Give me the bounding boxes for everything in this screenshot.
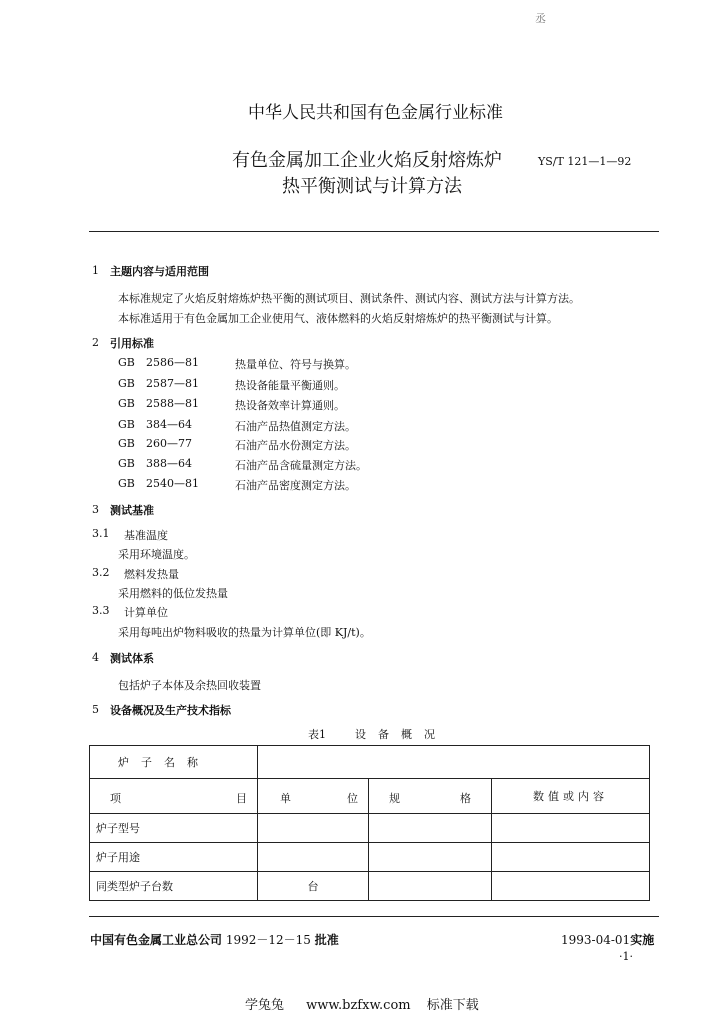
- ref-title: 石油产品密度测定方法。: [235, 479, 356, 492]
- ref-prefix: GB: [118, 477, 135, 490]
- section-2-number: 2: [92, 336, 99, 349]
- row-value-cell: [492, 843, 650, 872]
- section-3-1-heading: 基准温度: [124, 529, 168, 542]
- furnace-name-value-cell: [258, 746, 650, 779]
- ref-prefix: GB: [118, 457, 135, 470]
- furnace-name-label: 炉子名称: [118, 756, 210, 769]
- watermark-site-name: 学兔兔: [245, 998, 285, 1013]
- table-row: [90, 814, 650, 843]
- section-5-number: 5: [92, 703, 99, 716]
- equipment-table: [89, 745, 650, 901]
- page-number: ·1·: [619, 950, 633, 963]
- table-row: [90, 843, 650, 872]
- ref-title: 热设备能量平衡通则。: [235, 379, 345, 392]
- document-title-line1: 有色金属加工企业火焰反射熔炼炉: [232, 150, 502, 171]
- approve-label: 批准: [314, 933, 339, 947]
- ref-code: 2586—81: [146, 356, 199, 369]
- row-spec-cell: [369, 814, 492, 843]
- col-header-spec-left: 规: [389, 792, 400, 805]
- standard-code: YS/T 121—1—92: [538, 155, 632, 168]
- section-3-3-text: 采用每吨出炉物料吸收的热量为计算单位(即 KJ/t)。: [118, 626, 371, 639]
- col-header-value-label: 数值或内容: [533, 790, 608, 803]
- col-header-spec: [369, 779, 492, 814]
- section-3-2-text: 采用燃料的低位发热量: [118, 587, 228, 600]
- section-5-heading: 设备概况及生产技术指标: [110, 704, 231, 717]
- ref-code: 2588—81: [146, 397, 199, 410]
- ref-code: 384—64: [146, 418, 192, 431]
- section-3-2-number: 3.2: [92, 566, 110, 579]
- col-header-unit-left: 单: [280, 792, 291, 805]
- table-row: [90, 872, 650, 901]
- watermark-tagline: 标准下载: [426, 998, 479, 1013]
- section-3-3-heading: 计算单位: [124, 606, 168, 619]
- footer-effective: [561, 931, 654, 948]
- row-value-cell: [492, 872, 650, 901]
- issuer: 中国有色金属工业总公司: [90, 933, 223, 947]
- ref-code: 2540—81: [146, 477, 199, 490]
- col-header-unit-right: 位: [347, 792, 358, 805]
- furnace-name-label-cell: [90, 746, 258, 779]
- col-header-item-right: 目: [236, 792, 247, 805]
- section-4-number: 4: [92, 651, 99, 664]
- ref-code: 2587—81: [146, 377, 199, 390]
- ref-title: 热量单位、符号与换算。: [235, 358, 356, 371]
- row-unit-cell: [258, 814, 369, 843]
- ref-code: 388—64: [146, 457, 192, 470]
- col-header-value: [492, 779, 650, 814]
- section-4-heading: 测试体系: [110, 652, 154, 665]
- col-header-spec-right: 格: [460, 792, 471, 805]
- row-item-cell: [90, 843, 258, 872]
- ref-title: 热设备效率计算通则。: [235, 399, 345, 412]
- section-3-1-text: 采用环境温度。: [118, 548, 195, 561]
- ref-prefix: GB: [118, 397, 135, 410]
- row-value-cell: [492, 814, 650, 843]
- section-3-number: 3: [92, 503, 99, 516]
- header-rule: [89, 231, 659, 232]
- table-header-row: [90, 779, 650, 814]
- effective-date: 1993-04-01: [561, 933, 631, 947]
- section-1-heading: 主题内容与适用范围: [110, 265, 209, 278]
- watermark: [245, 994, 479, 1013]
- footer-rule: [89, 916, 659, 917]
- ref-code: 260—77: [146, 437, 192, 450]
- col-header-item: [90, 779, 258, 814]
- section-3-3-number: 3.3: [92, 604, 110, 617]
- col-header-unit: [258, 779, 369, 814]
- section-3-1-number: 3.1: [92, 527, 110, 540]
- section-1-number: 1: [92, 264, 99, 277]
- document-title-line2: 热平衡测试与计算方法: [282, 176, 462, 197]
- row-item-label: 炉子型号: [96, 822, 140, 835]
- ref-prefix: GB: [118, 377, 135, 390]
- approve-date: 1992－12－15: [225, 933, 311, 947]
- section-3-heading: 测试基准: [110, 504, 154, 517]
- row-item-cell: [90, 814, 258, 843]
- section-3-2-heading: 燃料发热量: [124, 568, 179, 581]
- ref-prefix: GB: [118, 437, 135, 450]
- national-standard-label: 中华人民共和国有色金属行业标准: [248, 103, 503, 123]
- table-caption-number: 表1: [308, 728, 326, 741]
- section-1-para-1: 本标准规定了火焰反射熔炼炉热平衡的测试项目、测试条件、测试内容、测试方法与计算方法。: [118, 292, 580, 305]
- ref-title: 石油产品热值测定方法。: [235, 420, 356, 433]
- section-2-heading: 引用标准: [110, 337, 154, 350]
- section-4-text: 包括炉子本体及余热回收装置: [118, 679, 261, 692]
- section-1-para-2: 本标准适用于有色金属加工企业使用气、液体燃料的火焰反射熔炼炉的热平衡测试与计算。: [118, 312, 558, 325]
- row-unit-cell: [258, 872, 369, 901]
- row-unit-cell: [258, 843, 369, 872]
- row-item-label: 炉子用途: [96, 851, 140, 864]
- effective-label: 实施: [630, 933, 655, 947]
- table-row: [90, 746, 650, 779]
- row-item-cell: [90, 872, 258, 901]
- col-header-item-left: 项: [110, 792, 121, 805]
- row-spec-cell: [369, 872, 492, 901]
- watermark-url[interactable]: www.bzfxw.com: [306, 998, 411, 1013]
- ref-prefix: GB: [118, 356, 135, 369]
- ref-title: 石油产品水份测定方法。: [235, 439, 356, 452]
- footer-approval: [90, 931, 339, 948]
- corner-mark: 丞: [535, 12, 546, 25]
- row-spec-cell: [369, 843, 492, 872]
- row-unit-label: 台: [307, 880, 319, 893]
- table-caption-title: 设备概况: [355, 728, 447, 741]
- ref-prefix: GB: [118, 418, 135, 431]
- ref-title: 石油产品含硫量测定方法。: [235, 459, 367, 472]
- row-item-label: 同类型炉子台数: [96, 880, 173, 893]
